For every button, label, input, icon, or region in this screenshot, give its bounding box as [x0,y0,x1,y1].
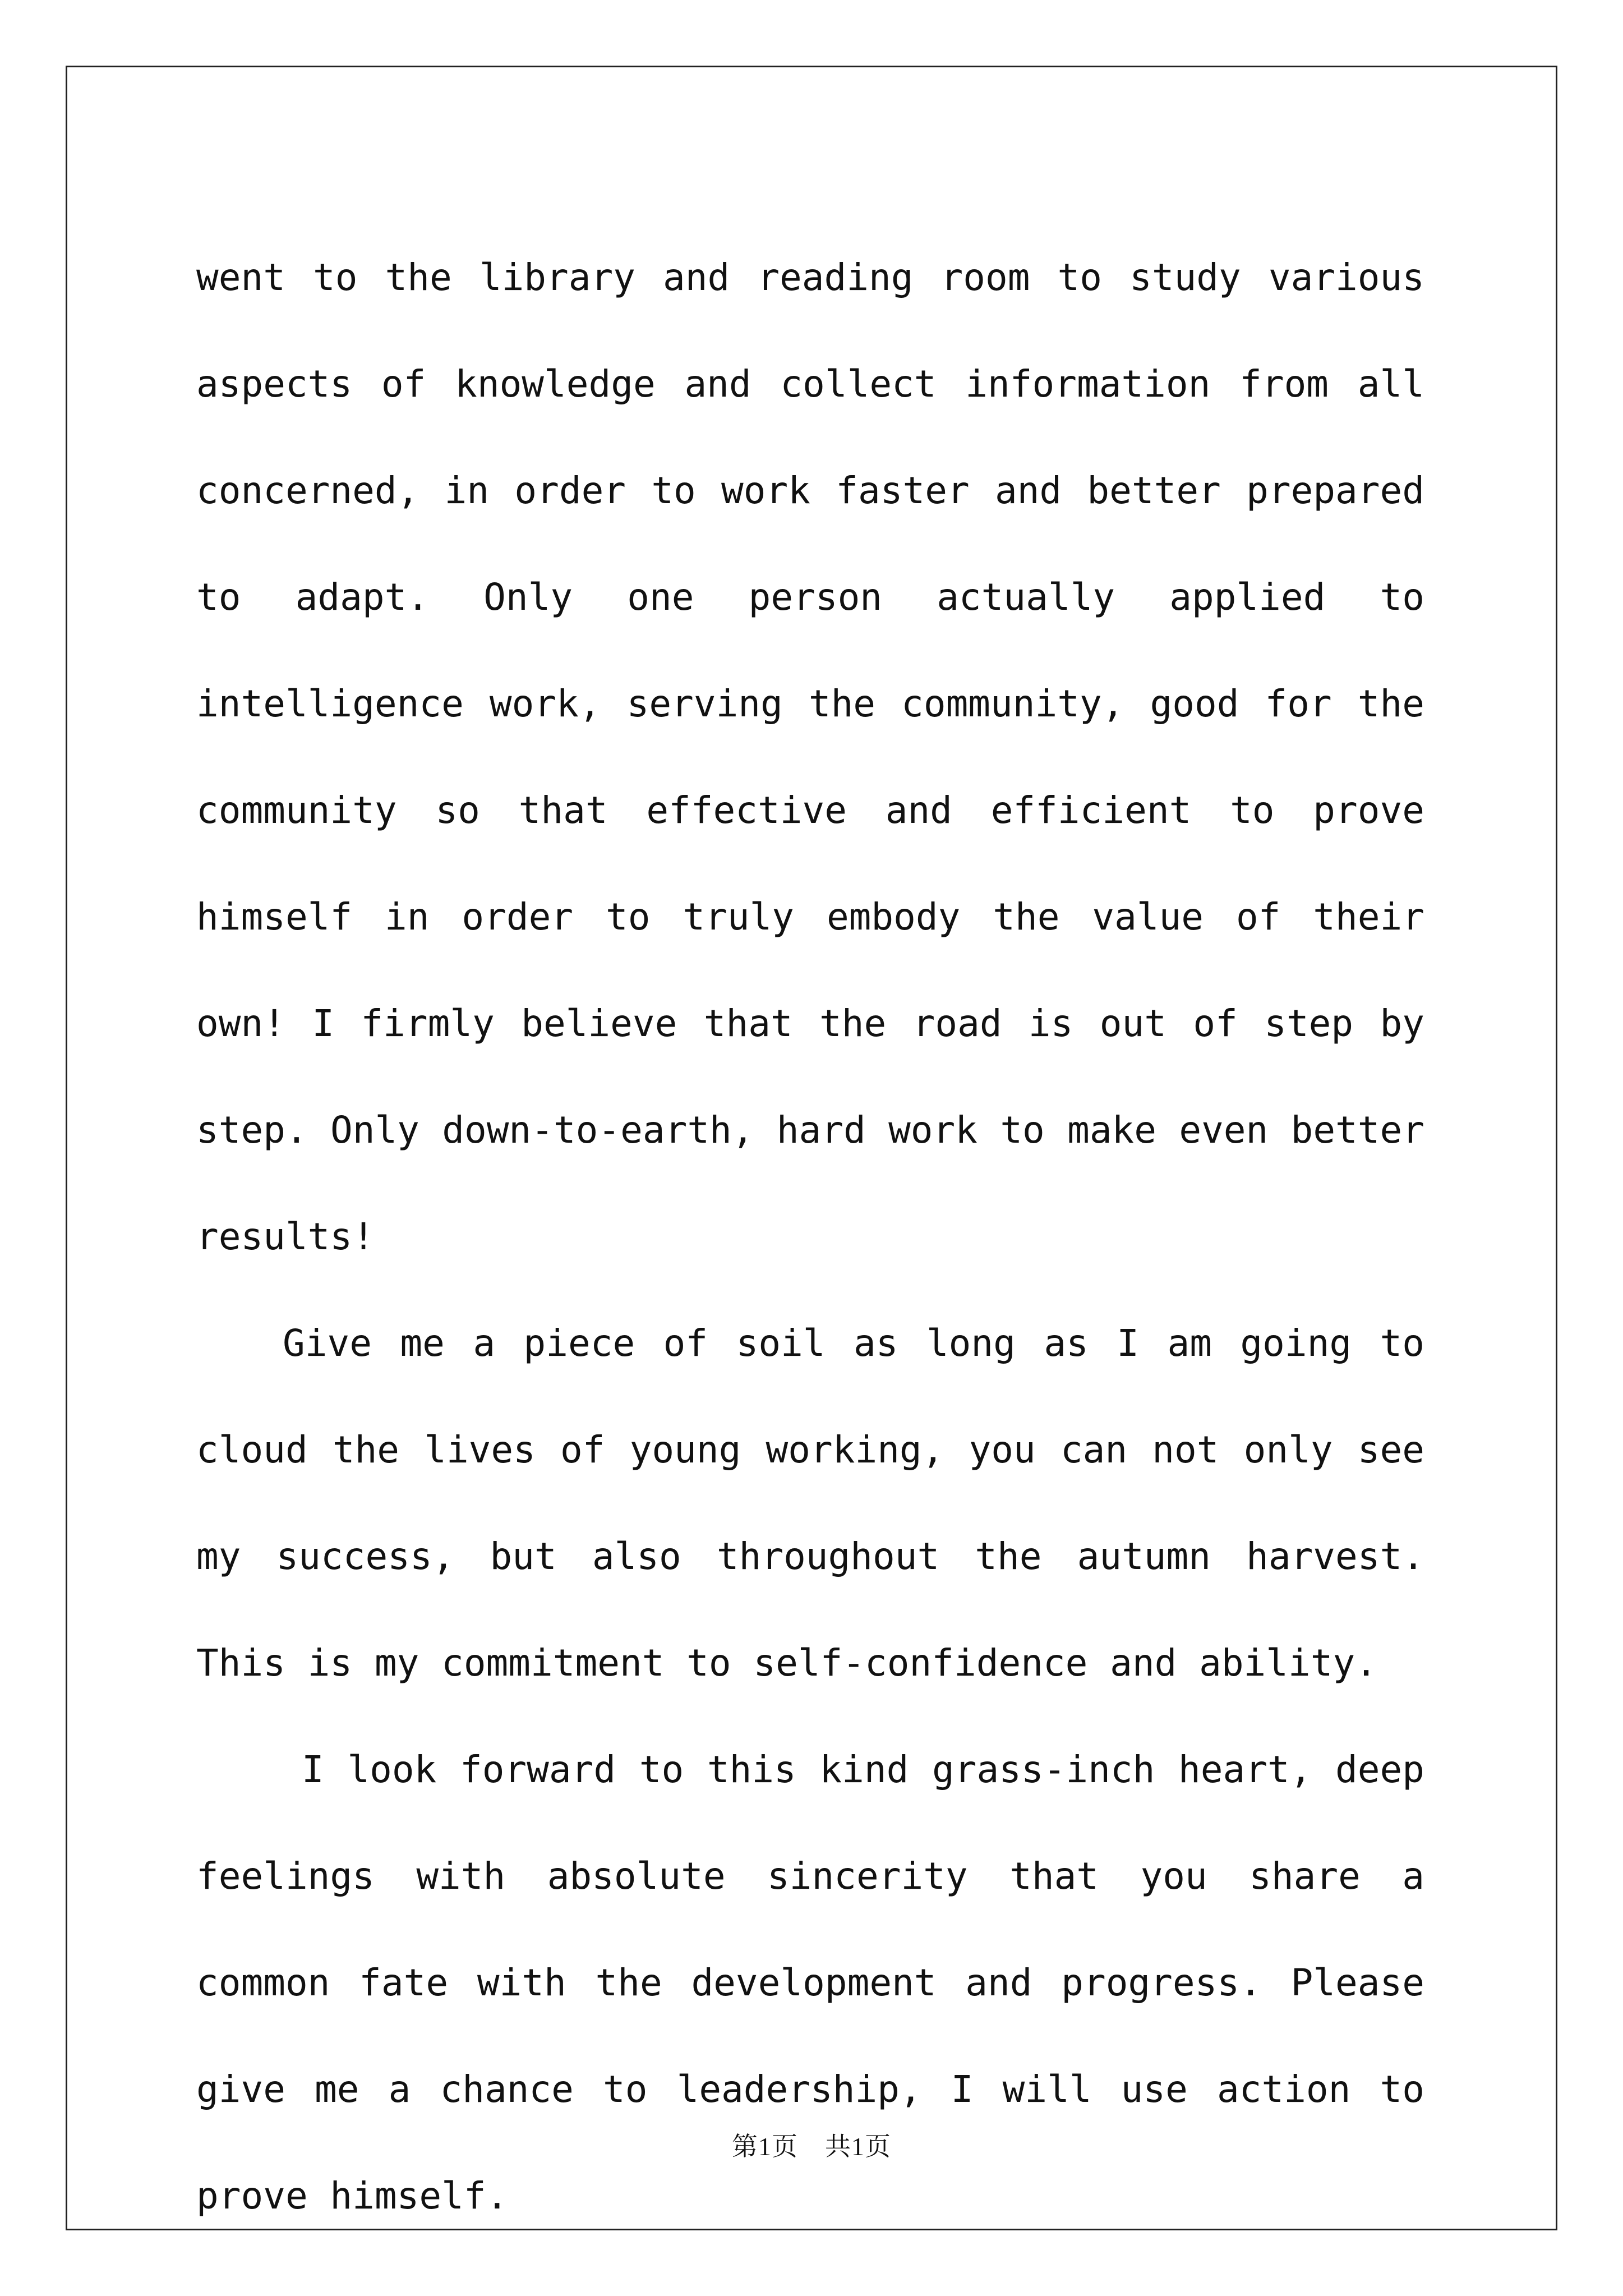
page-number: 第1页 [732,2132,798,2161]
paragraph-2: Give me a piece of soil as long as I am going to cloud the lives of young working, you can not only see my success, but also throughout the autumn harvest. This is my commitment to self-confidence and ability. [196,1322,1424,1685]
page-footer [0,2126,1623,2163]
document-body [196,224,1424,2249]
page-total: 共1页 [825,2132,891,2161]
paragraph-3: I look forward to this kind grass-inch heart, deep feelings with absolute sincerity that you share a common fate with the development and progress. Please give me a chance to leadership, I will use action to prove himself. [196,1748,1424,2217]
paragraph-1: went to the library and reading room to study various aspects of knowledge and collect information from all concerned, in order to work faster and better prepared to adapt. Only one person actually applied to intelligence work, serving the community, good for the community so that effective and efficient to prove himself in order to truly embody the value of their own! I firmly believe that the road is out of step by step. Only down-to-earth, hard work to make even better results! [196,256,1424,1258]
